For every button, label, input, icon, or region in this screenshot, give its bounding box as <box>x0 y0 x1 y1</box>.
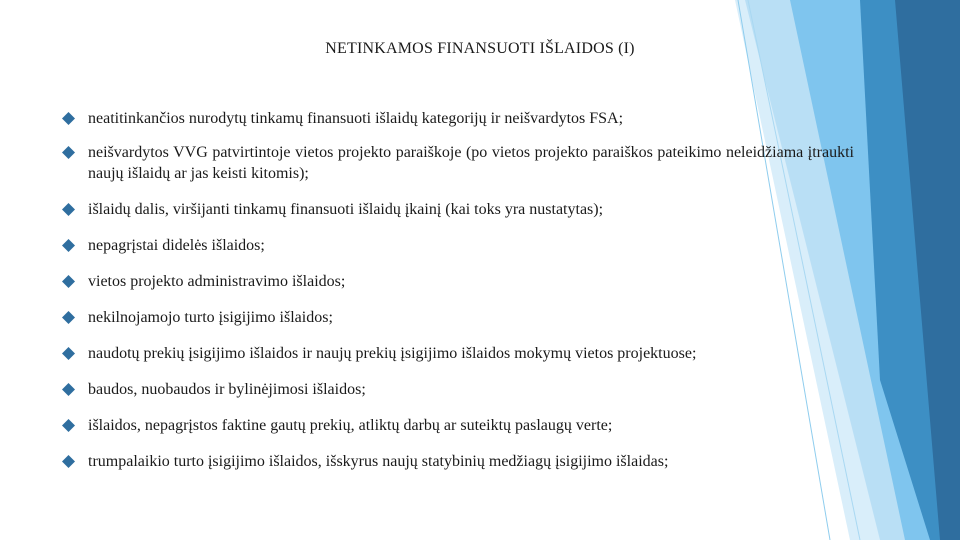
list-item-text: baudos, nuobaudos ir bylinėjimosi išlaidos; <box>88 381 366 398</box>
diamond-bullet-icon <box>62 383 75 396</box>
slide-title: NETINKAMOS FINANSUOTI IŠLAIDOS (I) <box>325 40 635 57</box>
diamond-bullet-icon <box>62 347 75 360</box>
list-item <box>62 271 854 292</box>
list-item <box>62 142 854 184</box>
list-item-text: išlaidų dalis, viršijanti tinkamų finansuoti išlaidų įkainį (kai toks yra nustatytas); <box>88 201 604 218</box>
list-item <box>62 235 854 256</box>
list-item-text: nepagrįstai didelės išlaidos; <box>88 237 265 254</box>
list-item-text: vietos projekto administravimo išlaidos; <box>88 273 346 290</box>
list-item <box>62 415 854 436</box>
list-item <box>62 199 854 220</box>
diamond-bullet-icon <box>62 203 75 216</box>
bullet-list <box>62 108 854 472</box>
diamond-bullet-icon <box>62 112 75 125</box>
list-item-text: išlaidos, nepagrįstos faktine gautų prekių, atliktų darbų ar suteiktų paslaugų verte; <box>88 417 613 434</box>
list-item <box>62 307 854 328</box>
list-item-text: nekilnojamojo turto įsigijimo išlaidos; <box>88 309 333 326</box>
list-item-text: naudotų prekių įsigijimo išlaidos ir naujų prekių įsigijimo išlaidos mokymų vietos projektuose; <box>88 345 697 362</box>
diamond-bullet-icon <box>62 239 75 252</box>
diamond-bullet-icon <box>62 455 75 468</box>
list-item-text: neišvardytos VVG patvirtintoje vietos projekto paraiškoje (po vietos projekto paraiškos pateikimo neleidžiama įtraukti naujų išlaidų ar jas keisti kitomis); <box>88 144 854 182</box>
diamond-bullet-icon <box>62 146 75 159</box>
list-item <box>62 451 854 472</box>
list-item <box>62 379 854 400</box>
list-item <box>62 343 854 364</box>
diamond-bullet-icon <box>62 419 75 432</box>
list-item-text: trumpalaikio turto įsigijimo išlaidos, išskyrus naujų statybinių medžiagų įsigijimo išlaidas; <box>88 453 669 470</box>
diamond-bullet-icon <box>62 311 75 324</box>
diamond-bullet-icon <box>62 275 75 288</box>
list-item <box>62 108 854 129</box>
list-item-text: neatitinkančios nurodytų tinkamų finansuoti išlaidų kategorijų ir neišvardytos FSA; <box>88 110 624 127</box>
